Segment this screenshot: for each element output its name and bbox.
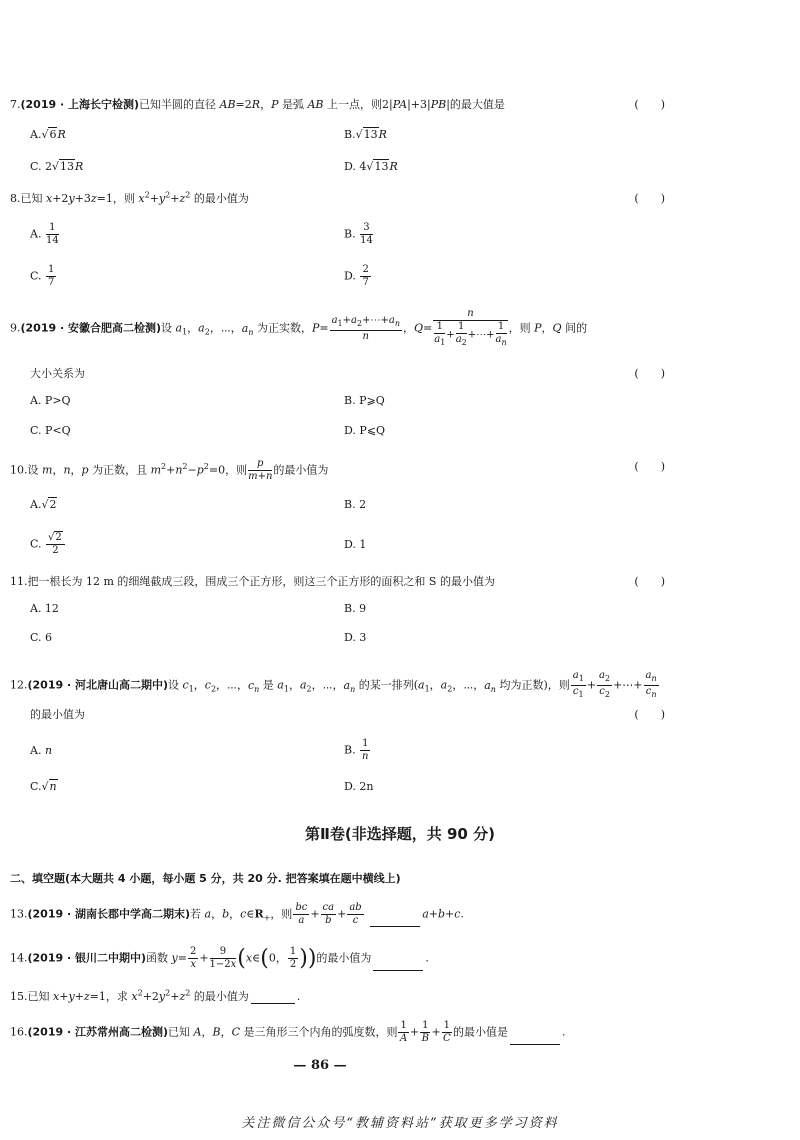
q-number: 15. — [10, 990, 28, 1003]
q-stem: 的最小值为 — [193, 192, 249, 205]
q-stem: 设 — [168, 678, 180, 692]
q-stem: 已知 — [27, 990, 50, 1003]
answer-bracket[interactable]: ( ) — [634, 98, 665, 111]
question-8: 8.已知 x+2y+3z=1，则 $x^2+y^2+z^2$ 的最小值为 — [10, 190, 249, 205]
option-c[interactable]: C. 6 — [30, 631, 53, 644]
q-number: 9. — [10, 321, 21, 335]
q-source: (2019 · 河北唐山高二期中) — [27, 678, 169, 692]
question-10: 10.设 m，n，p 为正数，且 $m^2+n^2-p^2=0$，则 $\frac{p}{m+n}$ 的最小值为 — [10, 458, 329, 482]
option-label: C. — [30, 160, 42, 173]
option-label: A. — [30, 128, 42, 141]
question-9: 9.(2019 · 安徽合肥高二检测)设 $a_1$，$a_2$，⋯，$a_n$ 为正实数，P= $\frac{a_1+a_2+\cdots+a_n}{n}$ ，Q= n $\frac{1}{a_1}$ + $\frac{1}{a_2}$ +⋯+ $\frac{1}{a_n}$ ，则 P，Q 间的 — [10, 308, 588, 347]
q-stem: 为正实数， — [256, 321, 312, 335]
q-stem: 均为正数)，则 — [499, 678, 570, 692]
option-c[interactable]: C. 2√13R — [30, 160, 84, 173]
q-stem: ， — [260, 98, 272, 111]
q-source: (2019 · 安徽合肥高二检测) — [20, 321, 162, 335]
q-number: 14. — [10, 951, 28, 965]
option-c[interactable]: C. P<Q — [30, 424, 71, 437]
option-b[interactable]: B. P⩾Q — [344, 394, 385, 407]
option-c[interactable]: C. $\frac{1}{7}$ — [30, 264, 55, 288]
q-source: (2019 · 江苏常州高二检测) — [27, 1025, 169, 1039]
q-stem: 设 — [161, 321, 173, 335]
question-12: 12.(2019 · 河北唐山高二期中)设 $c_1$，$c_2$，⋯，$c_n$ 是 $a_1$，$a_2$，⋯，$a_n$ 的某一排列($a_1$，$a_2$，⋯，$a_n$ 均为正数)，则 $\frac{a_1}{c_1}$ + $\frac{a_2}{c_2}$ +⋯+ $\frac{a_n}{c_n}$ — [10, 670, 657, 699]
q-number: 16. — [10, 1025, 28, 1039]
option-label: B. — [344, 743, 356, 757]
q-stem: 已知半圆的直径 — [139, 98, 217, 111]
q-stem: ，则 — [508, 321, 531, 335]
option-d[interactable]: D. 2n — [344, 780, 374, 793]
option-label: A. — [30, 744, 42, 757]
q-stem: 把一根长为 12 m 的细绳截成三段，围成三个正方形，则这三个正方形的面积之和 S 的最小值为 — [27, 575, 495, 588]
option-c[interactable]: C. $\frac{√2}{2}$ — [30, 532, 66, 557]
q-stem: 的最大值是 — [449, 98, 505, 111]
q-source: (2019 · 湖南长郡中学高二期末) — [27, 907, 191, 921]
option-c[interactable]: C.√n — [30, 780, 57, 793]
option-label: C. — [30, 537, 42, 551]
q-stem: 的最小值为 — [193, 990, 249, 1003]
q-source: (2019 · 银川二中期中) — [27, 951, 147, 965]
q-stem: 上一点，则 — [327, 98, 382, 111]
q-stem: ，则 — [225, 463, 248, 477]
option-label: C. — [30, 269, 42, 283]
option-d[interactable]: D. 1 — [344, 538, 367, 551]
q-stem: ，求 — [105, 990, 128, 1003]
answer-blank[interactable] — [251, 993, 295, 1004]
option-label: A. — [30, 498, 42, 511]
option-d[interactable]: D. 3 — [344, 631, 367, 644]
question-11 — [10, 573, 495, 589]
option-b[interactable]: B. 9 — [344, 602, 367, 615]
answer-bracket[interactable]: ( ) — [634, 708, 665, 721]
q-stem: 若 — [190, 907, 202, 921]
q9-line2: 大小关系为 — [30, 367, 85, 380]
answer-bracket[interactable]: ( ) — [634, 367, 665, 380]
q-stem: 间的 — [565, 321, 588, 335]
q-number: 12. — [10, 678, 28, 692]
option-a[interactable]: A.√6R — [30, 128, 66, 141]
q-source: (2019 · 上海长宁检测) — [20, 98, 140, 111]
question-16: 16.(2019 · 江苏常州高二检测)已知 A，B，C 是三角形三个内角的弧度数，则 $\frac{1}{A}$ + $\frac{1}{B}$ + $\frac{1}{C}$ 的最小值是 . — [10, 1020, 566, 1044]
q-stem: 是三角形三个内角的弧度数，则 — [243, 1025, 398, 1039]
option-a[interactable]: A. $\frac{1}{14}$ — [30, 222, 59, 246]
q-stem: ，则 — [112, 192, 135, 205]
option-a[interactable]: A. 12 — [30, 602, 59, 615]
q-stem: 是 — [262, 678, 274, 692]
option-b[interactable]: B.√13R — [344, 128, 387, 141]
q-number: 8. — [10, 192, 21, 205]
option-d[interactable]: D. P⩽Q — [344, 424, 386, 437]
option-b[interactable]: B. 2 — [344, 498, 367, 511]
q-stem: 的最小值为 — [316, 951, 372, 965]
q-number: 10. — [10, 463, 28, 477]
footer-note: 关注微信公众号“教辅资料站”获取更多学习资料 — [241, 1116, 559, 1131]
q-number: 13. — [10, 907, 28, 921]
answer-blank[interactable] — [373, 960, 423, 971]
part-heading: 二、填空题(本大题共 4 小题，每小题 5 分，共 20 分. 把答案填在题中横线上) — [10, 872, 401, 885]
answer-bracket[interactable]: ( ) — [634, 575, 665, 588]
option-label: D. — [344, 269, 356, 283]
q-stem: 函数 — [146, 951, 169, 965]
q-stem: 为正数，且 — [92, 463, 148, 477]
answer-blank[interactable] — [370, 916, 420, 927]
question-7: 7.(2019 · 上海长宁检测)已知半圆的直径 AB=2R，P 是弧 AB 上一点，则2|PA|+3|PB|的最大值是 — [10, 98, 505, 111]
option-a[interactable]: A.√2 — [30, 498, 57, 511]
answer-blank[interactable] — [510, 1034, 560, 1045]
answer-bracket[interactable]: ( ) — [634, 192, 665, 205]
section-title: 第Ⅱ卷(非选择题，共 90 分) — [305, 825, 495, 843]
page-number: — 86 — — [293, 1058, 347, 1073]
q-stem: 的最小值是 — [453, 1025, 509, 1039]
q-number: 7. — [10, 98, 21, 111]
option-a[interactable]: A. P>Q — [30, 394, 71, 407]
q12-line2: 的最小值为 — [30, 708, 85, 721]
q-stem: 已知 — [168, 1025, 191, 1039]
q-stem: 的某一排列( — [358, 678, 419, 692]
answer-bracket[interactable]: ( ) — [634, 460, 665, 473]
option-d[interactable]: D. $\frac{2}{7}$ — [344, 264, 369, 288]
q-stem: ，则 — [270, 907, 293, 921]
option-b[interactable]: B. $\frac{1}{n}$ — [344, 738, 369, 762]
question-14: 14.(2019 · 银川二中期中)函数 y= $\frac{2}{x}$ + $\frac{9}{1-2x}$ (x∈(0， $\frac{1}{2}$ ))的最小值为 . — [10, 946, 429, 971]
option-b[interactable]: B. $\frac{3}{14}$ — [344, 222, 373, 246]
option-label: B. — [344, 128, 356, 141]
question-15: 15.已知 x+y+z=1，求 $x^2+2y^2+z^2$ 的最小值为 . — [10, 988, 301, 1003]
option-label: D. — [344, 160, 356, 173]
option-label: B. — [344, 227, 356, 241]
question-13: 13.(2019 · 湖南长郡中学高二期末)若 a，b，$c\in R_+$，则 $\frac{bc}{a}$ + $\frac{ca}{b}$ + $\frac{ab}{c}$ a+b+c. — [10, 902, 464, 926]
option-a[interactable]: A. n — [30, 744, 53, 757]
option-label: A. — [30, 227, 42, 241]
q-stem: 已知 — [20, 192, 43, 205]
q-number: 11. — [10, 575, 28, 588]
q-stem: 是弧 — [281, 98, 304, 111]
option-d[interactable]: D. 4√13R — [344, 160, 398, 173]
q-stem: 的最小值为 — [273, 463, 329, 477]
option-label: C. — [30, 780, 42, 793]
q-stem: 设 — [27, 463, 39, 477]
